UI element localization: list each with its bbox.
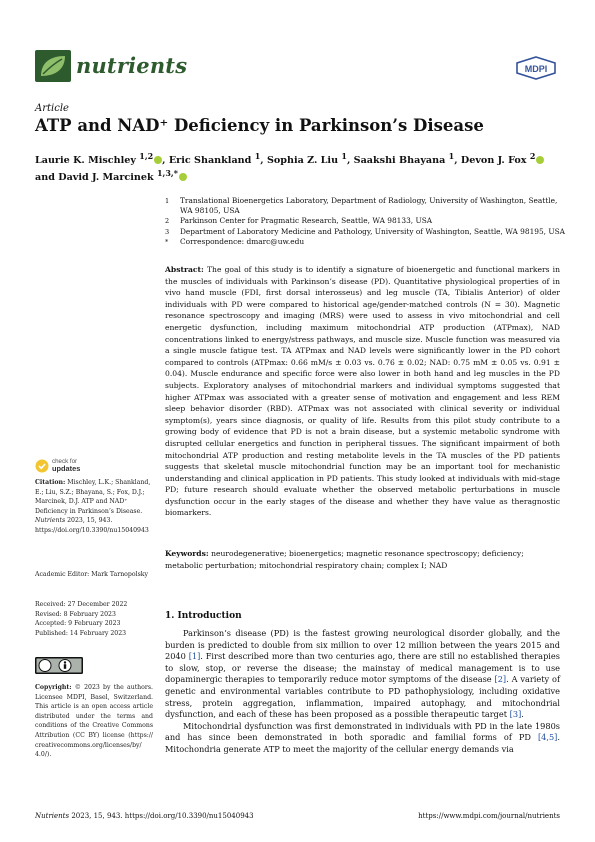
citation-link[interactable]: [1] <box>188 651 201 662</box>
citation-link[interactable]: [4,5] <box>537 732 558 743</box>
keywords <box>165 548 560 571</box>
citation-link[interactable]: [2] <box>494 674 507 685</box>
page-title: ATP and NAD⁺ Deficiency in Parkinson’s Disease <box>35 116 484 135</box>
journal-name: nutrients <box>76 53 188 78</box>
affiliation: 3 Department of Laboratory Medicine and Pathology, University of Washington, Seattle, WA 98195, USA <box>165 226 566 236</box>
abstract <box>165 264 560 519</box>
keywords-label: Keywords: <box>165 549 209 558</box>
orcid-icon[interactable] <box>536 156 544 164</box>
check-updates-icon <box>35 459 49 473</box>
correspondence: * Correspondence: dmarc@uw.edu <box>165 236 305 246</box>
journal-logo <box>35 50 71 82</box>
section-heading: 1. Introduction <box>165 611 242 621</box>
introduction-text <box>165 628 560 756</box>
citation-link[interactable]: [3] <box>509 709 522 720</box>
author-list: Laurie K. Mischley $^{1,2}$ , Eric Shankland $^1$, Sophia Z. Liu $^1$, Saakshi Bhayana $^1$, Devon J. Fox $^2$ and David J. Marcinek $^{1,3,*}$ <box>35 150 555 184</box>
footer-url[interactable]: https://www.mdpi.com/journal/nutrients <box>418 812 560 820</box>
abstract-text: The goal of this study is to identify a signature of bioenergetic and functional markers in the muscles of individuals with Parkinson’s disease (PD). Quantitative physiological properties of in vivo hand muscle (FDI, first dorsal interosseus) and leg muscle (TA, Tibialis Anterior) of older individuals with PD were compared to historical age/gender-matched controls (N = 30). Magnetic resonance spectroscopy and imaging (MRS) were used to assess in vivo mitochondrial and cell energetic dysfunction, including maximum mitochondrial ATP production (ATPmax), NAD concentrations linked to energy/stress pathways, and muscle size. Muscle function was measured via a single muscle fatigue test. TA ATPmax and NAD levels were significantly lower in the PD cohort compared to controls (ATPmax: 0.66 mM/s ± 0.03 vs. 0.76 ± 0.02; NAD: 0.75 mM ± 0.05 vs. 0.91 ± 0.04). Muscle endurance and specific force were also lower in both hand and leg muscles in the PD subjects. Exploratory analyses of mitochondrial markers and individual symptoms suggested that higher ATPmax was associated with a greater sense of motivation and engagement and less REM sleep behavior disorder (RBD). ATPmax was not associated with clinical severity or individual symptom(s), years since diagnosis, or quality of life. Results from this pilot study contribute to a growing body of evidence that PD is not a brain disease, but a systemic metabolic syndrome with disrupted cellular energetics and function in peripheral tissues. The significant impairment of both mitochondrial ATP production and resting metabolite levels in the TA muscles of the PD patients suggests that skeletal muscle mitochondrial function may be an important tool for mechanistic understanding and clinical application in PD patients. This study looked at individuals with mid-stage PD; future research should evaluate whether the observed metabolic perturbations in muscle dysfunction occur in the early stages of the disease and whether they have value as theragnostic biomarkers. <box>165 265 560 518</box>
leaf-icon <box>35 50 71 82</box>
affiliations <box>165 196 565 247</box>
author: Eric Shankland <box>168 155 252 167</box>
article-type: Article <box>35 103 69 114</box>
author: Devon J. Fox <box>460 155 527 167</box>
abstract-label: Abstract: <box>165 265 204 274</box>
author: David J. Marcinek <box>58 172 154 184</box>
article-dates: Received: 27 December 2022 Revised: 8 February 2023 Accepted: 9 February 2023 Published: 14 February 2023 <box>35 601 128 637</box>
copyright-notice: Copyright: © 2023 by the authors. Licensee MDPI, Basel, Switzerland. This article is an open access article distributed under the terms and conditions of the Creative Commons Attribution (CC BY) license (https:// creativecommons.org/licenses/by/ 4.0/). <box>35 684 153 759</box>
author: Sophia Z. Liu <box>266 155 339 167</box>
page-footer <box>35 812 560 820</box>
affiliation: 2 Parkinson Center for Pragmatic Research, Seattle, WA 98133, USA <box>165 216 433 226</box>
paragraph: Mitochondrial dysfunction was first demonstrated in individuals with PD in the late 1980s and has since been demonstrated in both sporadic and familial forms of PD [4,5]. Mitochondria generate ATP to meet the majority of the cellular energy demands via <box>165 720 560 754</box>
paragraph: Parkinson’s disease (PD) is the fastest growing neurological disorder globally, and the burden is predicted to double from six million to over 12 million between the years 2015 and 2040 [1]. First described more than two centuries ago, there are still no established therapies to slow, stop, or reverse the disease; the mainstay of medical management is to use dopaminergic therapies to temporarily reduce motor symptoms of the disease [2]. A variety of genetic and environmental variables contribute to PD pathophysiology, including oxidative stress, protein aggregation, inflammation, impaired autophagy, and mitochondrial dysfunction, and each of these has been proposed as a possible therapeutic target [3]. <box>165 628 560 720</box>
mdpi-text: MDPI <box>524 64 548 74</box>
citation: Citation: Mischley, L.K.; Shankland, E.; Liu, S.Z.; Bhayana, S.; Fox, D.J.; Marcinek, D.J. ATP and NAD⁺ Deficiency in Parkinson’s Disease. Nutrients 2023, 15, 943. https://doi.org/10.3390/nu15040943 <box>35 479 151 534</box>
academic-editor: Academic Editor: Mark Tarnopolsky <box>35 571 148 578</box>
mdpi-logo <box>515 56 557 80</box>
cc-by-badge[interactable] <box>35 657 83 674</box>
affiliation: 1 Translational Bioenergetics Laboratory, Department of Radiology, University of Washington, Seattle, WA 98105, USA <box>165 196 558 216</box>
footer-citation: Nutrients 2023, 15, 943. https://doi.org/10.3390/nu15040943 <box>35 812 254 820</box>
author: Laurie K. Mischley <box>35 155 136 167</box>
check-for-updates-button[interactable]: check for updates <box>35 457 115 477</box>
orcid-icon[interactable] <box>179 173 187 181</box>
keywords-text: neurodegenerative; bioenergetics; magnetic resonance spectroscopy; deficiency; metabolic perturbation; mitochondrial respiratory chain; complex I; NAD <box>165 549 524 570</box>
author: Saakshi Bhayana <box>353 155 446 167</box>
orcid-icon[interactable] <box>154 156 162 164</box>
